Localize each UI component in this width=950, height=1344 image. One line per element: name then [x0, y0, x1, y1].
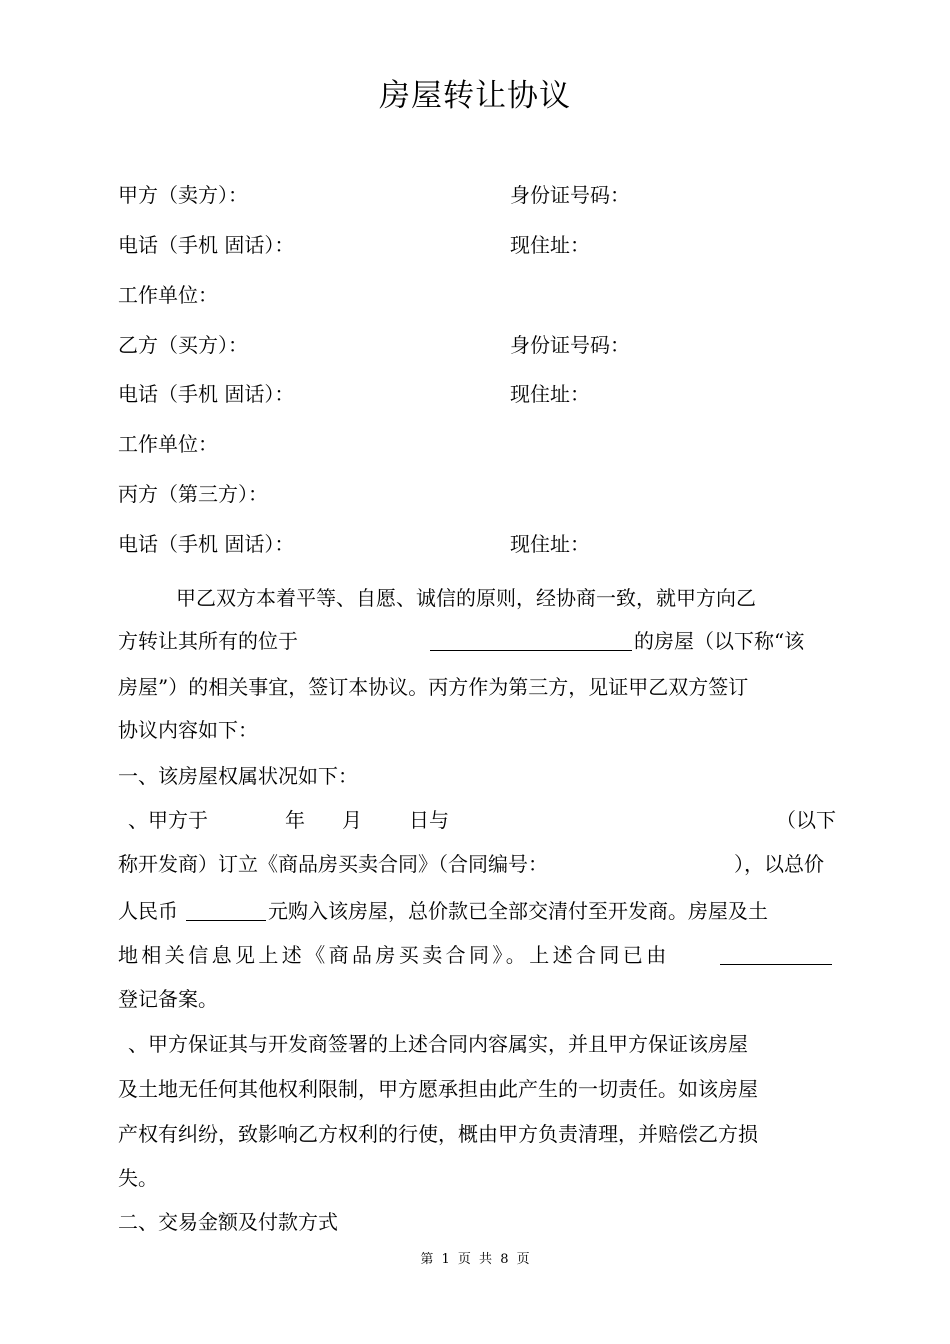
party-c-phone-label: 电话（手机 固话）： — [118, 532, 295, 556]
clause-1-line-2a: 称开发商）订立《商品房买卖合同》（合同编号： — [118, 852, 548, 876]
party-b-label: 乙方（买方）： — [118, 333, 248, 357]
party-b-phone-label: 电话（手机 固话）： — [118, 382, 295, 406]
intro-line-1: 甲乙双方本着平等、自愿、诚信的原则，经协商一致，就甲方向乙 — [176, 586, 756, 610]
clause-2-line-3: 产权有纠纷，致影响乙方权利的行使，概由甲方负责清理，并赔偿乙方损 — [118, 1122, 758, 1146]
intro-location-blank — [430, 627, 632, 655]
section-1-heading: 一、该房屋权属状况如下： — [118, 764, 358, 788]
document-title: 房屋转让协议 — [379, 78, 571, 114]
party-b-work-label: 工作单位： — [118, 432, 218, 456]
clause-2-line-4: 失。 — [118, 1166, 158, 1190]
intro-line-4: 协议内容如下： — [118, 718, 258, 742]
clause-2-line-1: 、甲方保证其与开发商签署的上述合同内容属实，并且甲方保证该房屋 — [128, 1032, 748, 1056]
clause-1-line-5: 登记备案。 — [118, 987, 218, 1011]
section-2-heading: 二、交易金额及付款方式 — [118, 1210, 338, 1234]
party-a-id-label: 身份证号码： — [510, 183, 630, 207]
party-a-label: 甲方（卖方）： — [118, 183, 248, 207]
party-a-work-label: 工作单位： — [118, 283, 218, 307]
intro-line-3: 房屋”）的相关事宜，签订本协议。丙方作为第三方，见证甲乙双方签订 — [118, 675, 749, 699]
clause-2-line-2: 及土地无任何其他权利限制，甲方愿承担由此产生的一切责任。如该房屋 — [118, 1077, 758, 1101]
party-b-address-label: 现住址： — [510, 382, 590, 406]
party-a-address-label: 现住址： — [510, 233, 590, 257]
party-b-id-label: 身份证号码： — [510, 333, 630, 357]
price-blank — [186, 897, 266, 925]
clause-1-day: 日与 — [409, 808, 449, 832]
clause-1-month: 月 — [342, 808, 362, 832]
party-c-address-label: 现住址： — [510, 532, 590, 556]
intro-line-2a: 方转让其所有的位于 — [118, 629, 298, 653]
intro-line-2b: 的房屋（以下称“该 — [634, 629, 805, 653]
clause-1-line-3a: 人民币 — [118, 899, 178, 923]
clause-1-line-2b: ），以总价 — [734, 852, 824, 876]
clause-1-line-4: 地相关信息见上述《商品房买卖合同》。上述合同已由 — [118, 943, 670, 967]
clause-1-hereinafter: （以下 — [776, 808, 836, 832]
party-a-phone-label: 电话（手机 固话）： — [118, 233, 295, 257]
clause-1-year: 年 — [285, 808, 305, 832]
clause-1-start: 、甲方于 — [128, 808, 208, 832]
clause-1-line-3b: 元购入该房屋，总价款已全部交清付至开发商。房屋及土 — [268, 899, 768, 923]
registrar-blank — [720, 941, 832, 969]
page-footer: 第 1 页 共 8 页 — [420, 1252, 530, 1267]
party-c-label: 丙方（第三方）： — [118, 482, 268, 506]
